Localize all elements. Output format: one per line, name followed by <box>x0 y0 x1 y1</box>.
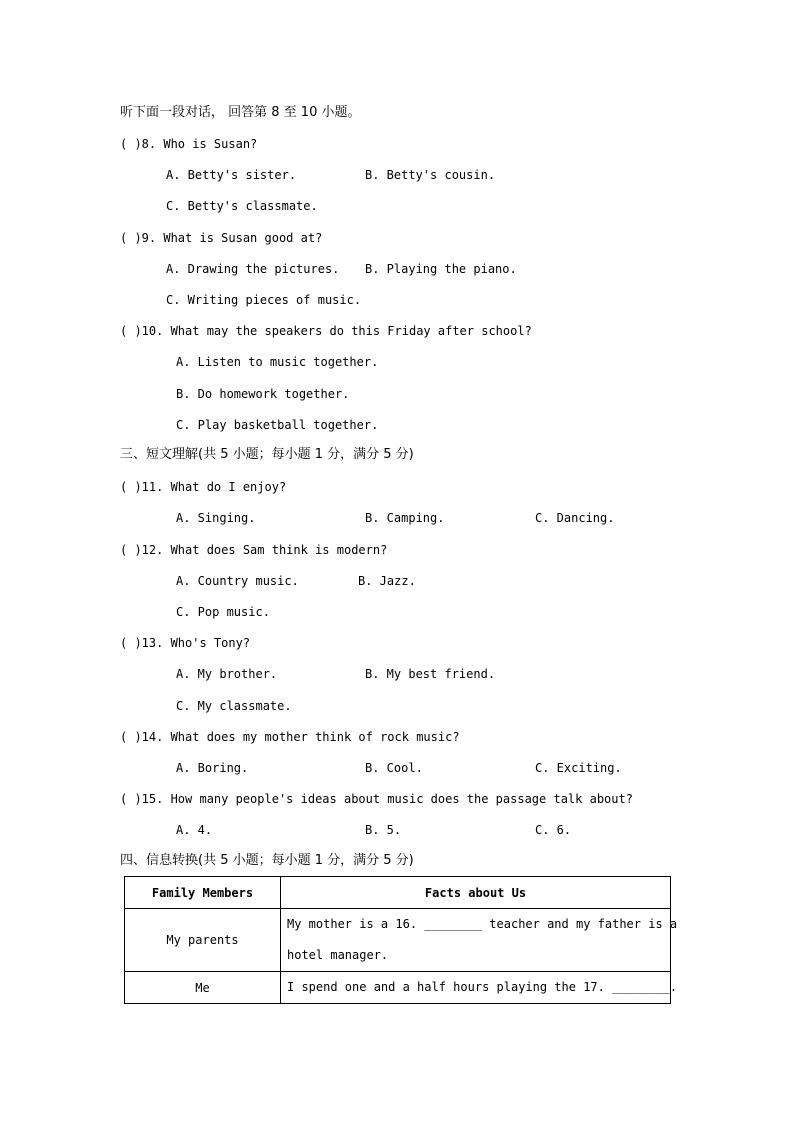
header-family-members: Family Members <box>125 877 281 909</box>
q8-option-c: C. Betty's classmate. <box>166 199 318 213</box>
section3-heading: 三、短文理解(共 5 小题；每小题 1 分，满分 5 分) <box>120 447 414 462</box>
q10-option-c: C. Play basketball together. <box>176 418 379 432</box>
q15-option-b: B. 5. <box>365 823 402 837</box>
q14-option-c: C. Exciting. <box>535 761 622 775</box>
table-row <box>125 972 671 1004</box>
q11-option-c: C. Dancing. <box>535 511 615 525</box>
q9-option-b: B. Playing the piano. <box>365 262 517 276</box>
q9-option-a: A. Drawing the pictures. <box>166 262 340 276</box>
fact-line: I spend one and a half hours playing the 17. ________. <box>287 980 678 994</box>
header-facts-about-us: Facts about Us <box>281 877 671 909</box>
facts-table <box>124 876 678 1004</box>
table-row <box>125 909 671 972</box>
question-14: ( )14. What does my mother think of rock music? <box>120 730 460 744</box>
q12-option-b: B. Jazz. <box>358 574 416 588</box>
q14-option-a: A. Boring. <box>176 761 249 775</box>
question-10: ( )10. What may the speakers do this Friday after school? <box>120 324 532 338</box>
question-12: ( )12. What does Sam think is modern? <box>120 543 388 557</box>
q15-option-a: A. 4. <box>176 823 213 837</box>
q8-option-a: A. Betty's sister. <box>166 168 297 182</box>
fact-line: My mother is a 16. ________ teacher and my father is a <box>287 917 678 931</box>
q13-option-c: C. My classmate. <box>176 699 292 713</box>
q10-option-a: A. Listen to music together. <box>176 355 379 369</box>
section4-heading: 四、信息转换(共 5 小题；每小题 1 分，满分 5 分) <box>120 853 414 868</box>
q9-option-c: C. Writing pieces of music. <box>166 293 362 307</box>
q14-option-b: B. Cool. <box>365 761 423 775</box>
question-15: ( )15. How many people's ideas about music does the passage talk about? <box>120 792 633 806</box>
q13-option-a: A. My brother. <box>176 667 278 681</box>
question-11: ( )11. What do I enjoy? <box>120 480 287 494</box>
q12-option-c: C. Pop music. <box>176 605 270 619</box>
member-cell: Me <box>125 972 281 1004</box>
fact-cell <box>281 972 678 1004</box>
fact-line: hotel manager. <box>287 948 389 962</box>
q12-option-a: A. Country music. <box>176 574 299 588</box>
question-8: ( )8. Who is Susan? <box>120 137 258 151</box>
question-9: ( )9. What is Susan good at? <box>120 231 323 245</box>
q11-option-a: A. Singing. <box>176 511 256 525</box>
q15-option-c: C. 6. <box>535 823 572 837</box>
q11-option-b: B. Camping. <box>365 511 445 525</box>
q8-option-b: B. Betty's cousin. <box>365 168 496 182</box>
fact-cell <box>281 909 678 972</box>
q10-option-b: B. Do homework together. <box>176 387 350 401</box>
listening-intro: 听下面一段对话， 回答第 8 至 10 小题。 <box>120 105 361 120</box>
question-13: ( )13. Who's Tony? <box>120 636 251 650</box>
member-cell: My parents <box>125 909 281 972</box>
table-header-row <box>125 877 671 909</box>
q13-option-b: B. My best friend. <box>365 667 496 681</box>
